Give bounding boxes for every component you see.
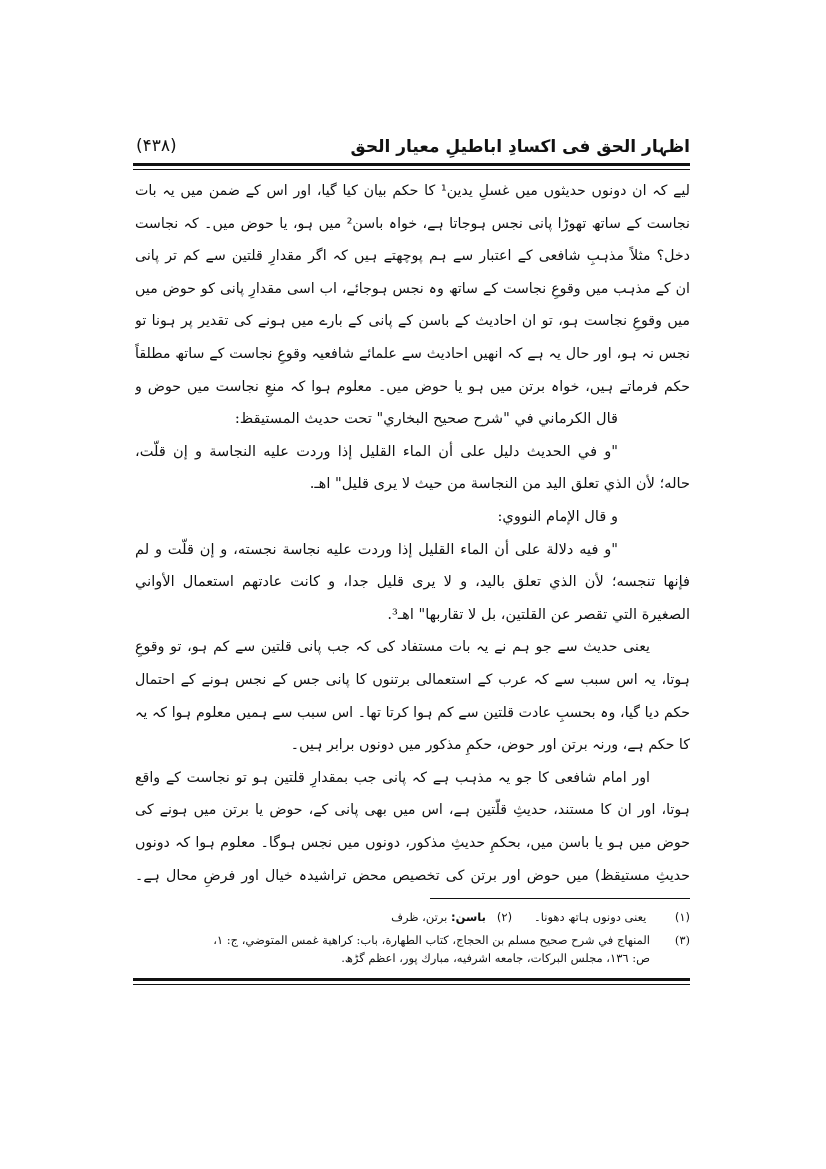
urdu-text-line: یعنی حدیث سے جو ہم نے یہ بات مستفاد کی کہ جب پانی قلتین سے کم ہو، تو وقوعِ [135, 639, 650, 656]
arabic-quote-line: حاله؛ لأن الذي تعلق اليد من النجاسة من حيث لا يرى قليل" اهـ. [309, 475, 690, 493]
arabic-quote-line: "و فيه دلالة على أن الماء القليل إذا وردت عليه نجاسة نجسته، و إن قلّت و لم [135, 540, 618, 558]
footnote-text: یعنی دونوں ہاتھ دھونا۔ [534, 910, 647, 924]
header-rule-thin [133, 169, 690, 170]
arabic-quote-line: "و في الحديث دليل على أن الماء القليل إذا وردت عليه النجاسة و إن قلّت، [135, 442, 618, 460]
arabic-quote-line: فإنها تنجسه؛ لأن الذي تعلق باليد، و لا يرى قليل جدا، و كانت عادتهم استعمال الأواني [135, 573, 690, 591]
footnote-term: باسن: [451, 910, 486, 924]
urdu-text-line: کا حکم ہے، ورنہ برتن اور حوض، حکمِ مذکور میں دونوں برابر ہیں۔ [290, 737, 690, 754]
urdu-text-line: ہوتا، اور ان کا مستند، حدیثِ قلّتین ہے، اس میں بھی پانی کے، حوض یا برتن میں ہونے کی [135, 802, 690, 819]
footnote-text: المنهاج في شرح صحيح مسلم بن الحجاج، كتاب الطهارة، باب: كراهية غمس المتوضي، ج: ١، [213, 933, 650, 947]
footnote-number: (۳) [674, 933, 690, 947]
running-header-title: اظہار الحق فی اکسادِ اباطیلِ معیار الحق [350, 137, 690, 157]
urdu-text-line: دخل؟ مثلاً مذہبِ شافعی کے اعتبار سے ہم پوچھتے ہیں کہ اگر مقدارِ قلتین سے کم تر پانی [135, 248, 690, 265]
arabic-quote-line: و قال الإمام النووي: [497, 508, 618, 525]
footer-rule-thick [133, 978, 690, 981]
footnote-text: برتن، ظرف [391, 910, 448, 924]
urdu-text-line: حکم دیا گیا، وہ بحسبِ عادت قلتین سے کم ہوا کرتا تھا۔ اس سبب سے ہمیں معلوم ہوا کہ یہ [135, 704, 690, 721]
footnote-3 [135, 931, 690, 967]
footnote-1-2 [135, 908, 690, 926]
urdu-text-line: حدیثِ مستیقظ) میں حوض اور برتن کی تخصیص محض تراشیدہ خیال اور فرضِ محال ہے۔ [135, 867, 690, 884]
arabic-quote-line: الصغيرة التي تقصر عن القلتين، بل لا تقاربها" اهـ³. [387, 605, 690, 623]
urdu-text-line: ہوتا، یہ اس سبب سے کہ عرب کے استعمالی برتنوں کا پانی جس کے نجس ہونے کے احتمال [135, 672, 690, 688]
urdu-text-line: نجس نہ ہو، اور حال یہ ہے کہ انھیں احادیث سے علمائے شافعیہ وقوعِ نجاست کے ساتھ مطلقاً [135, 346, 690, 362]
urdu-text-line: نجاست کے ساتھ تھوڑا پانی نجس ہوجاتا ہے، خواہ باسن² میں ہو، یا حوض میں۔ کہ نجاست [135, 215, 690, 232]
footnote-number: (۱) [674, 910, 690, 924]
page-number: (۴۳۸) [136, 136, 177, 156]
urdu-text-line: میں وقوعِ نجاست ہو، تو ان احادیث کے باسن کے پانی کے بارے میں ہونے کی تقدیر پر ہونا تو [135, 313, 690, 330]
footer-rule-thin [133, 984, 690, 985]
arabic-quote-line: قال الكرماني في "شرح صحيح البخاري" تحت حديث المستيقظ: [234, 410, 618, 428]
footnote-text: ص: ١٣٦، مجلس البركات، جامعه اشرفيه، مبارك پور، اعظم گڑھ. [341, 951, 650, 965]
urdu-text-line: ان کے مذہب میں وقوعِ نجاست کے ساتھ وہ نجس ہوجائے، اب اسی مقدارِ پانی کو حوض میں [135, 280, 690, 297]
urdu-text-line: اور امام شافعی کا جو یہ مذہب ہے کہ پانی جب بمقدارِ قلتین ہو تو نجاست کے واقع [135, 769, 650, 786]
footnote-number: (۲) [496, 910, 513, 924]
urdu-text-line: حوض میں ہو یا باسن میں، بحکمِ حدیثِ مذکور، دونوں میں نجس ہوگا۔ معلوم ہوا کہ دونوں [135, 835, 690, 851]
footnote-separator [430, 898, 690, 899]
urdu-text-line: لیے کہ ان دونوں حدیثوں میں غسلِ یدین¹ کا حکم بیان کیا گیا، اور اس کے ضمن میں یہ بات [135, 183, 690, 199]
header-rule-thick [133, 163, 690, 166]
urdu-text-line: حکم فرماتے ہیں، خواہ برتن میں ہو یا حوض میں۔ معلوم ہوا کہ منعِ نجاست میں حوض و [135, 378, 690, 395]
